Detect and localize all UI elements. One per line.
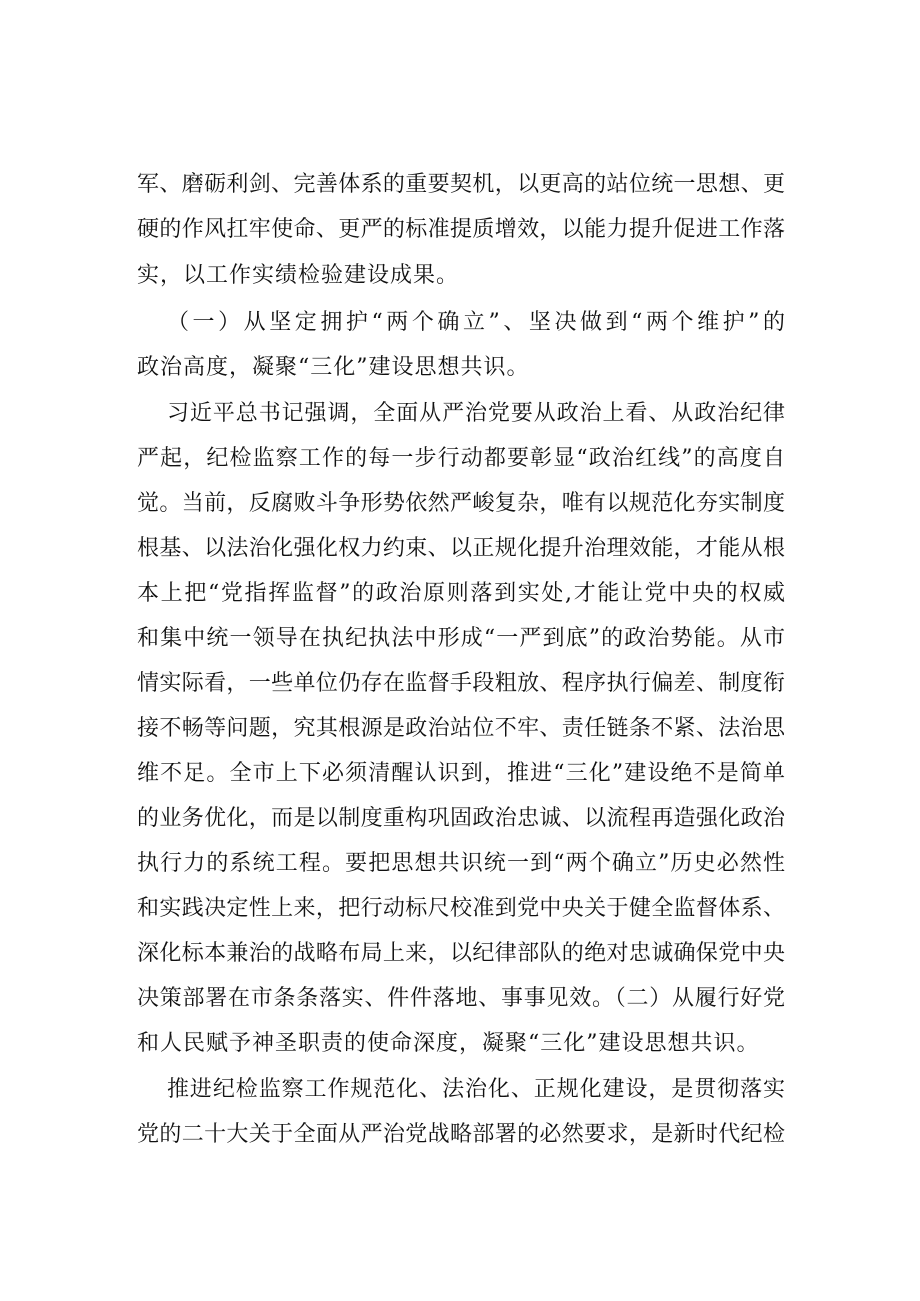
text-line: 维不足。全市上下必须清醒认识到，推进“三化”建设绝不是简单 [137,761,785,786]
text-line: 情实际看，一些单位仍存在监督手段粗放、程序执行偏差、制度衔 [137,671,785,696]
text-line: 和实践决定性上来，把行动标尺校准到党中央关于健全监督体系、 [137,896,785,921]
text-line: 的业务优化，而是以制度重构巩固政治忠诚、以流程再造强化政治 [137,806,785,831]
text-line: 和人民赋予神圣职责的使命深度，凝聚“三化”建设思想共识。 [137,1031,760,1056]
text-line: 和集中统一领导在执纪执法中形成“一严到底”的政治势能。从市 [137,626,785,651]
text-line: 接不畅等问题，究其根源是政治站位不牢、责任链条不紧、法治思 [137,716,785,741]
text-line: 本上把“党指挥监督”的政治原则落到实处,才能让党中央的权威 [137,581,785,606]
text-line: 严起，纪检监察工作的每一步行动都要彰显“政治红线”的高度自 [137,446,785,471]
text-line: 习近平总书记强调，全面从严治党要从政治上看、从政治纪律 [167,401,785,426]
text-line: 军、磨砺利剑、完善体系的重要契机，以更高的站位统一思想、更 [137,172,785,197]
text-line: 觉。当前，反腐败斗争形势依然严峻复杂，唯有以规范化夯实制度 [137,491,785,516]
text-line: 实，以工作实绩检验建设成果。 [137,263,460,288]
text-line: 根基、以法治化强化权力约束、以正规化提升治理效能，才能从根 [137,536,785,561]
text-line: （一）从坚定拥护“两个确立”、坚决做到“两个维护”的 [167,310,785,335]
text-line: 深化标本兼治的战略布局上来，以纪律部队的绝对忠诚确保党中央 [137,941,785,966]
text-line: 推进纪检监察工作规范化、法治化、正规化建设，是贯彻落实 [167,1077,785,1102]
text-line: 政治高度，凝聚“三化”建设思想共识。 [137,355,530,380]
text-line: 执行力的系统工程。要把思想共识统一到“两个确立”历史必然性 [137,851,785,876]
text-line: 决策部署在市条条落实、件件落地、事事见效。（二）从履行好党 [137,986,785,1011]
text-line: 硬的作风扛牢使命、更严的标准提质增效，以能力提升促进工作落 [137,217,785,242]
text-line: 党的二十大关于全面从严治党战略部署的必然要求，是新时代纪检 [137,1122,785,1147]
